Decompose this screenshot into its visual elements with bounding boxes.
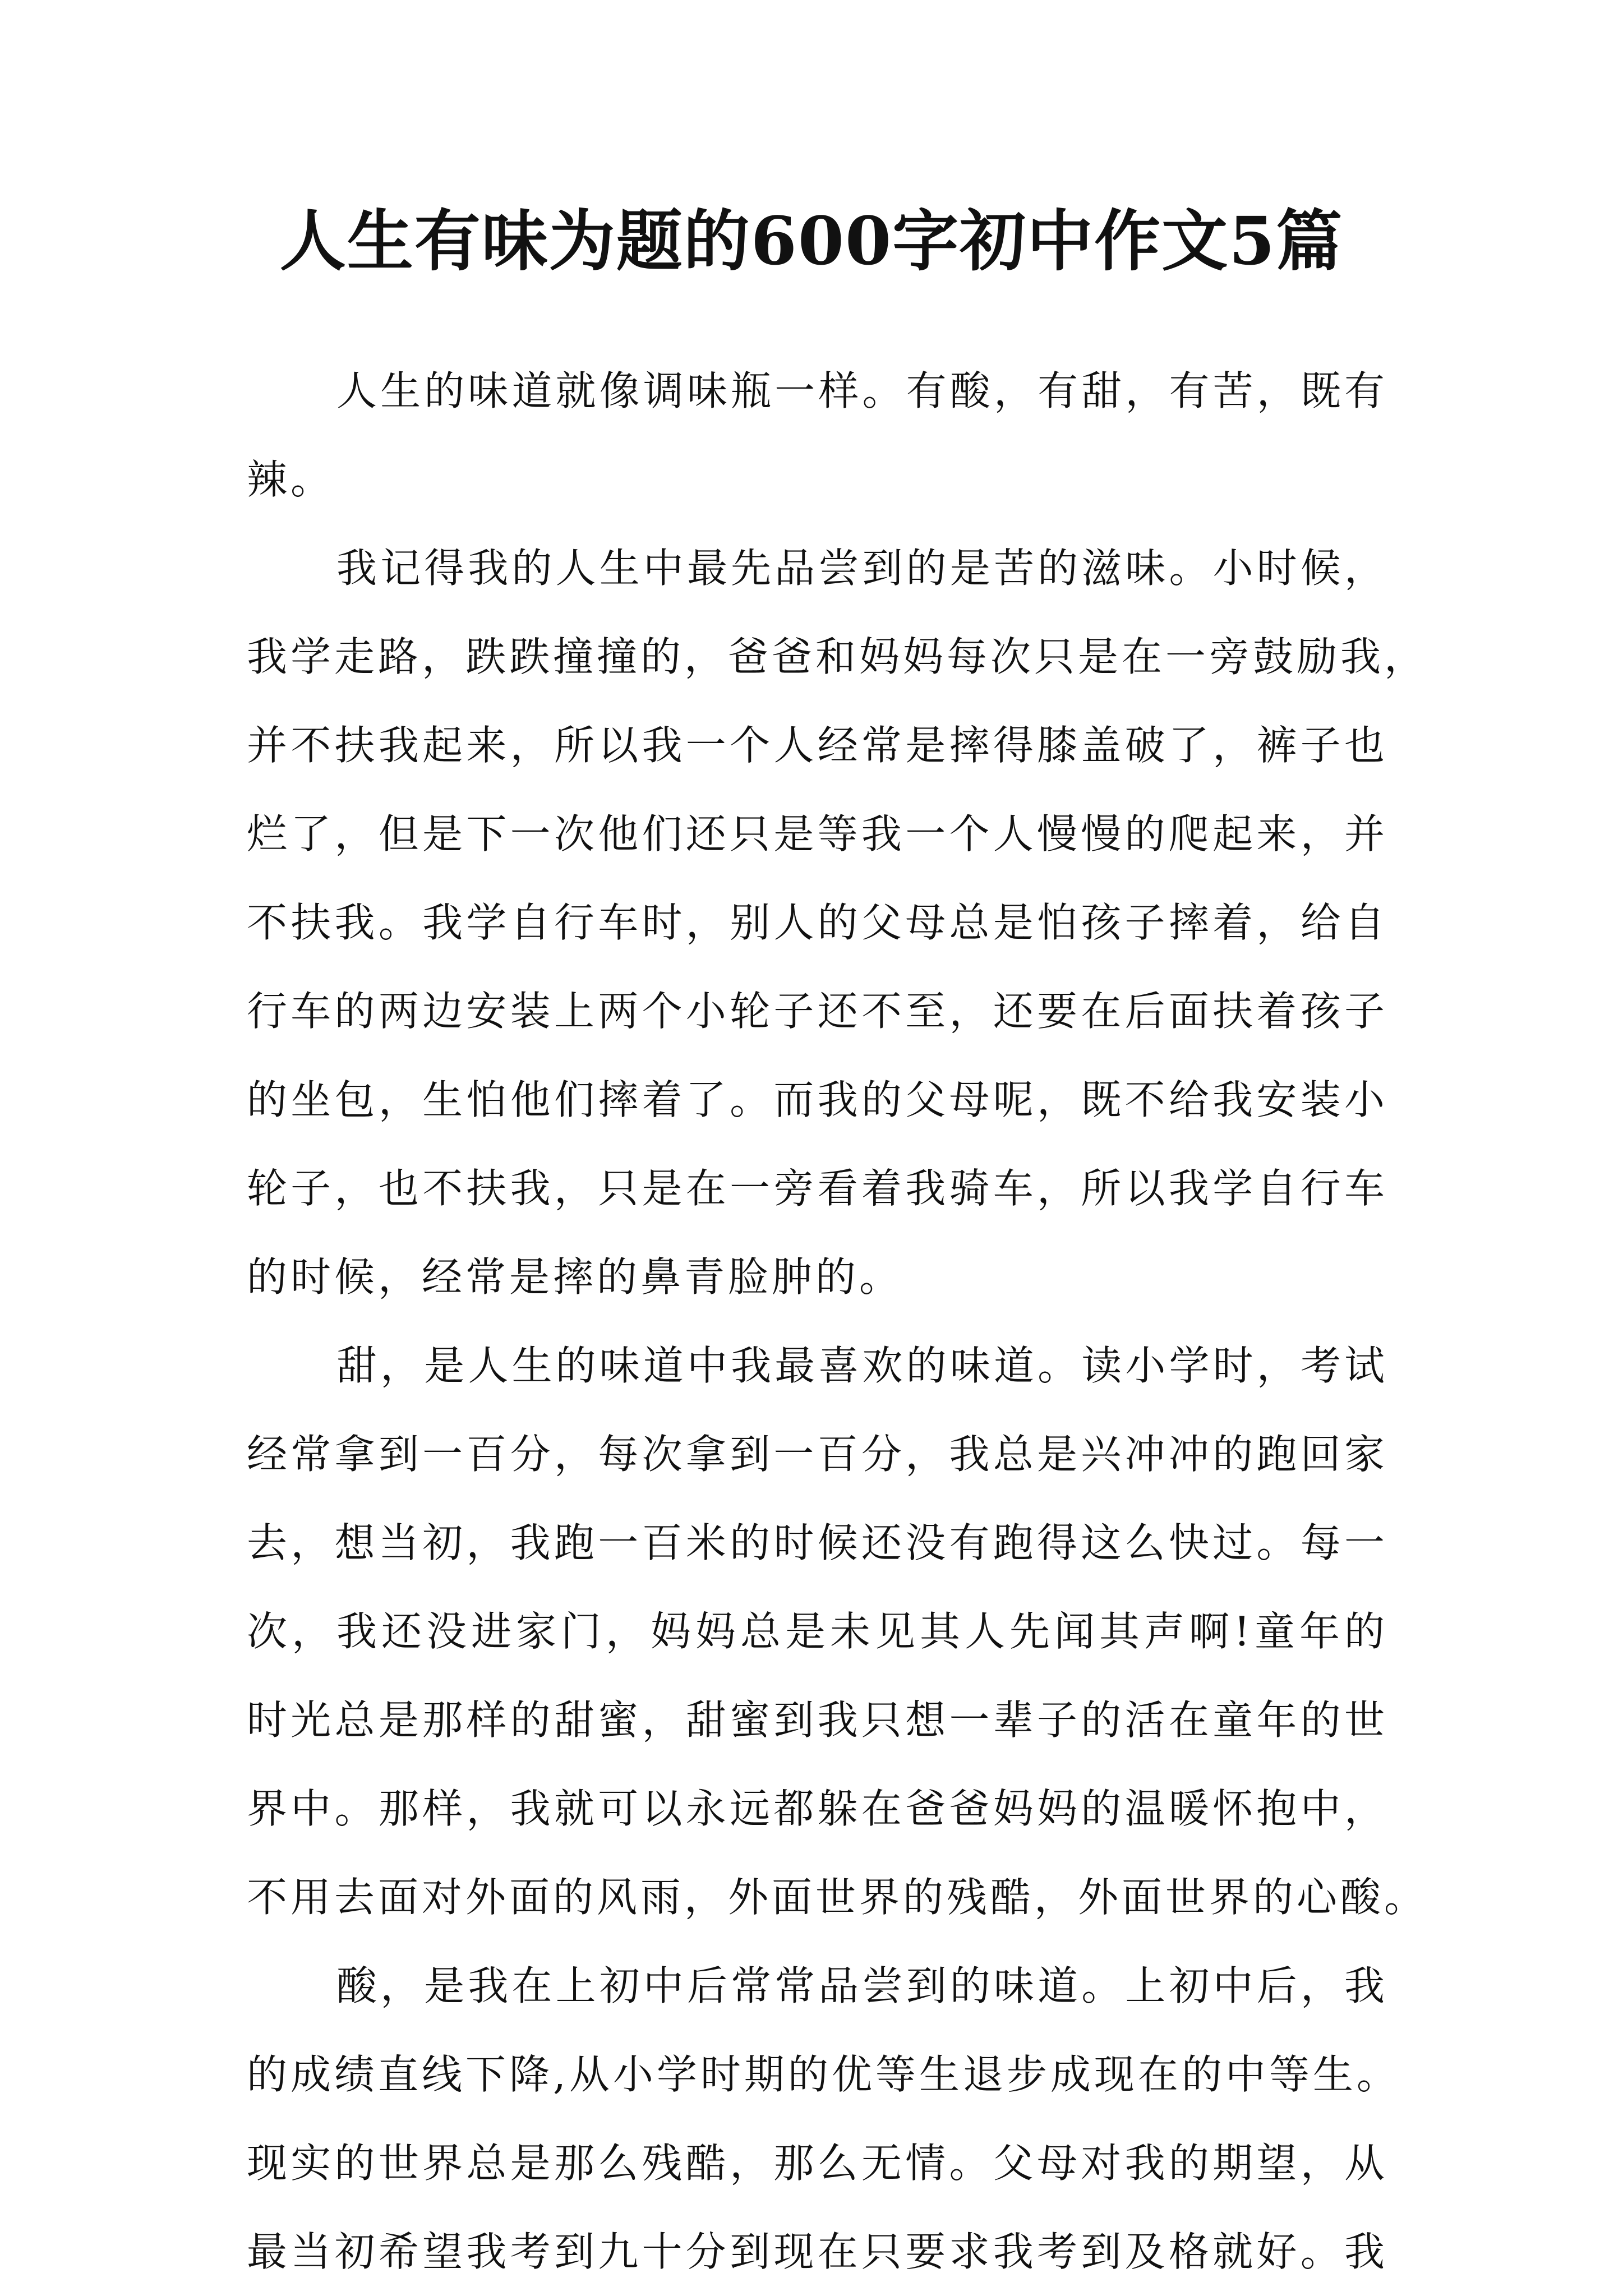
text-line: 的时候，经常是摔的鼻青脸肿的。: [247, 1253, 903, 1301]
text-line: 的坐包，生怕他们摔着了。而我的父母呢，既不给我安装小: [247, 1076, 1388, 1123]
text-line: 我记得我的人生中最先品尝到的是苦的滋味。小时候，: [336, 545, 1388, 592]
text-line: 现实的世界总是那么残酷，那么无情。父母对我的期望，从: [247, 2140, 1388, 2187]
text-line: 经常拿到一百分，每次拿到一百分，我总是兴冲冲的跑回家: [247, 1431, 1388, 1478]
text-line: 的成绩直线下降,从小学时期的优等生退步成现在的中等生。: [247, 2051, 1400, 2098]
document-title: 人生有味为题的600字初中作文5篇: [279, 202, 1344, 280]
text-line: 界中。那样，我就可以永远都躲在爸爸妈妈的温暖怀抱中，: [247, 1785, 1388, 1832]
paragraph: [247, 524, 1428, 1321]
text-line: 并不扶我起来，所以我一个人经常是摔得膝盖破了，裤子也: [247, 722, 1388, 769]
text-line: 烂了，但是下一次他们还只是等我一个人慢慢的爬起来，并: [247, 810, 1388, 857]
paragraph: [247, 1321, 1428, 1942]
text-line: 最当初希望我考到九十分到现在只要求我考到及格就好。我: [247, 2228, 1388, 2275]
text-line: 我学走路，跌跌撞撞的，爸爸和妈妈每次只是在一旁鼓励我，: [247, 633, 1428, 680]
text-line: 甜，是人生的味道中我最喜欢的味道。读小学时，考试: [336, 1342, 1388, 1389]
document-body: [247, 347, 1428, 2296]
text-line: 不用去面对外面的风雨，外面世界的残酷，外面世界的心酸。: [247, 1874, 1428, 1921]
text-line: 时光总是那样的甜蜜，甜蜜到我只想一辈子的活在童年的世: [247, 1696, 1388, 1744]
text-line: 不扶我。我学自行车时，别人的父母总是怕孩子摔着，给自: [247, 899, 1388, 946]
text-line: 辣。: [247, 456, 335, 503]
text-line: 次，我还没进家门，妈妈总是未见其人先闻其声啊!童年的: [247, 1608, 1388, 1655]
text-line: 人生的味道就像调味瓶一样。有酸，有甜，有苦，既有: [336, 367, 1388, 414]
text-line: 酸，是我在上初中后常常品尝到的味道。上初中后，我: [336, 1962, 1388, 2009]
paragraph: [247, 1942, 1400, 2296]
text-line: 去，想当初，我跑一百米的时候还没有跑得这么快过。每一: [247, 1519, 1388, 1566]
text-line: 轮子，也不扶我，只是在一旁看着我骑车，所以我学自行车: [247, 1165, 1388, 1212]
text-line: 行车的两边安装上两个小轮子还不至，还要在后面扶着孩子: [247, 988, 1388, 1035]
paragraph: [247, 347, 1388, 524]
